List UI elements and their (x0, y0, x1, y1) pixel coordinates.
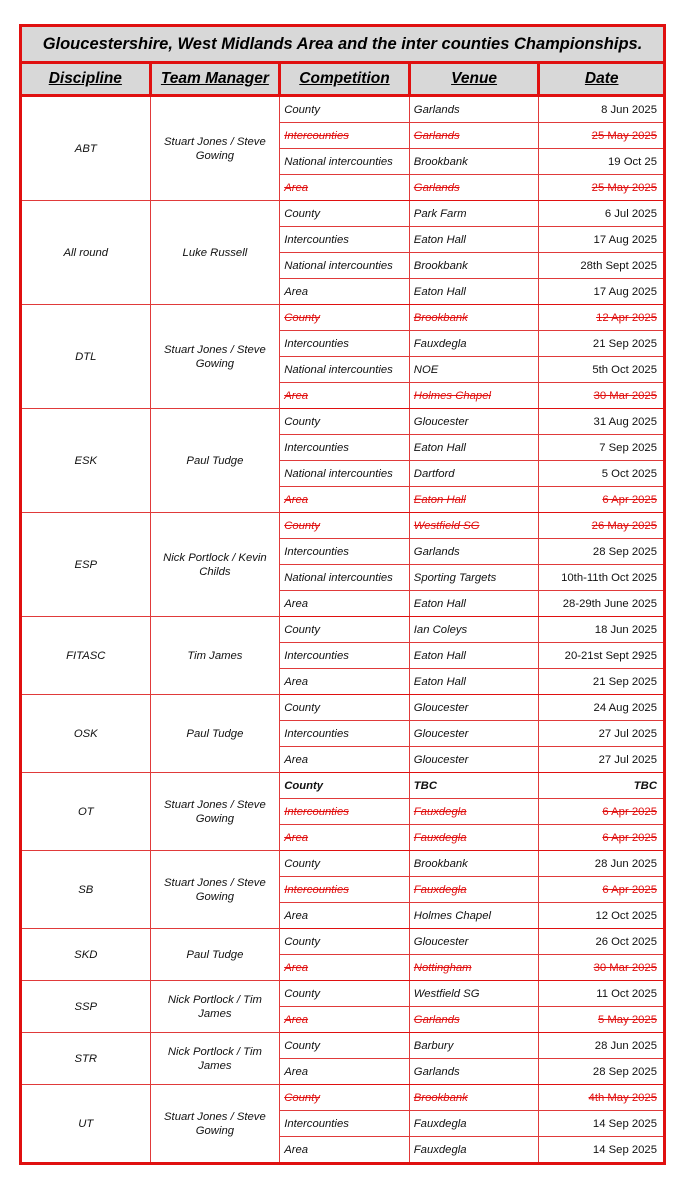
date-cell: 7 Sep 2025 (539, 435, 665, 461)
table-row (21, 96, 665, 123)
header-venue: Venue (409, 63, 539, 96)
date-cell: 6 Apr 2025 (539, 799, 665, 825)
date-cell: 28th Sept 2025 (539, 253, 665, 279)
date-cell: 24 Aug 2025 (539, 695, 665, 721)
competition-cell: National intercounties (280, 149, 410, 175)
date-cell: TBC (539, 773, 665, 799)
table-row (21, 929, 665, 955)
competition-cell: Area (280, 747, 410, 773)
table-row (21, 695, 665, 721)
venue-cell: Holmes Chapel (409, 903, 539, 929)
discipline-cell: SSP (21, 981, 151, 1033)
competition-cell: County (280, 201, 410, 227)
table-row (21, 851, 665, 877)
schedule-body (21, 96, 665, 1164)
venue-cell: Fauxdegla (409, 877, 539, 903)
venue-cell: Eaton Hall (409, 487, 539, 513)
date-cell: 12 Apr 2025 (539, 305, 665, 331)
venue-cell: Fauxdegla (409, 799, 539, 825)
table-row (21, 201, 665, 227)
header-competition: Competition (280, 63, 410, 96)
date-cell: 28-29th June 2025 (539, 591, 665, 617)
team-manager-cell: Stuart Jones / Steve Gowing (150, 96, 280, 201)
venue-cell: Garlands (409, 539, 539, 565)
competition-cell: Area (280, 1059, 410, 1085)
table-row (21, 305, 665, 331)
competition-cell: Area (280, 1007, 410, 1033)
competition-cell: National intercounties (280, 357, 410, 383)
venue-cell: Gloucester (409, 695, 539, 721)
team-manager-cell: Nick Portlock / Kevin Childs (150, 513, 280, 617)
competition-cell: County (280, 409, 410, 435)
date-cell: 28 Sep 2025 (539, 539, 665, 565)
header-team-manager: Team Manager (150, 63, 280, 96)
date-cell: 20-21st Sept 2925 (539, 643, 665, 669)
table-row (21, 981, 665, 1007)
venue-cell: Brookbank (409, 1085, 539, 1111)
competition-cell: Area (280, 669, 410, 695)
date-cell: 28 Jun 2025 (539, 851, 665, 877)
date-cell: 30 Mar 2025 (539, 383, 665, 409)
table-row (21, 409, 665, 435)
venue-cell: Barbury (409, 1033, 539, 1059)
discipline-cell: DTL (21, 305, 151, 409)
table-row (21, 617, 665, 643)
competition-cell: National intercounties (280, 565, 410, 591)
table-title: Gloucestershire, West Midlands Area and the inter counties Championships. (21, 26, 665, 63)
venue-cell: Gloucester (409, 929, 539, 955)
venue-cell: Brookbank (409, 851, 539, 877)
competition-cell: County (280, 981, 410, 1007)
date-cell: 6 Apr 2025 (539, 877, 665, 903)
competition-cell: Intercounties (280, 539, 410, 565)
date-cell: 6 Apr 2025 (539, 825, 665, 851)
competition-cell: Area (280, 487, 410, 513)
discipline-cell: STR (21, 1033, 151, 1085)
date-cell: 28 Jun 2025 (539, 1033, 665, 1059)
team-manager-cell: Paul Tudge (150, 695, 280, 773)
competition-cell: Area (280, 1137, 410, 1164)
date-cell: 25 May 2025 (539, 123, 665, 149)
date-cell: 6 Jul 2025 (539, 201, 665, 227)
competition-cell: Intercounties (280, 331, 410, 357)
date-cell: 14 Sep 2025 (539, 1111, 665, 1137)
competition-cell: Intercounties (280, 1111, 410, 1137)
venue-cell: NOE (409, 357, 539, 383)
competition-cell: County (280, 1085, 410, 1111)
discipline-cell: UT (21, 1085, 151, 1164)
competition-cell: Intercounties (280, 799, 410, 825)
date-cell: 17 Aug 2025 (539, 279, 665, 305)
discipline-cell: OT (21, 773, 151, 851)
competition-cell: County (280, 96, 410, 123)
venue-cell: Brookbank (409, 253, 539, 279)
venue-cell: Holmes Chapel (409, 383, 539, 409)
team-manager-cell: Stuart Jones / Steve Gowing (150, 851, 280, 929)
competition-cell: County (280, 773, 410, 799)
venue-cell: Westfield SG (409, 513, 539, 539)
competition-cell: County (280, 695, 410, 721)
venue-cell: Eaton Hall (409, 643, 539, 669)
team-manager-cell: Tim James (150, 617, 280, 695)
venue-cell: Garlands (409, 1059, 539, 1085)
date-cell: 11 Oct 2025 (539, 981, 665, 1007)
date-cell: 5 Oct 2025 (539, 461, 665, 487)
table-row (21, 773, 665, 799)
date-cell: 18 Jun 2025 (539, 617, 665, 643)
venue-cell: Sporting Targets (409, 565, 539, 591)
competition-cell: Area (280, 591, 410, 617)
competition-cell: County (280, 929, 410, 955)
competition-cell: Intercounties (280, 643, 410, 669)
team-manager-cell: Paul Tudge (150, 409, 280, 513)
header-row (21, 63, 665, 96)
competition-cell: Area (280, 903, 410, 929)
date-cell: 30 Mar 2025 (539, 955, 665, 981)
team-manager-cell: Nick Portlock / Tim James (150, 1033, 280, 1085)
competition-cell: Area (280, 955, 410, 981)
discipline-cell: SKD (21, 929, 151, 981)
venue-cell: Garlands (409, 1007, 539, 1033)
competition-cell: Area (280, 175, 410, 201)
competition-cell: County (280, 851, 410, 877)
schedule-table (19, 24, 666, 1165)
date-cell: 21 Sep 2025 (539, 331, 665, 357)
venue-cell: Garlands (409, 96, 539, 123)
venue-cell: Fauxdegla (409, 1111, 539, 1137)
venue-cell: Ian Coleys (409, 617, 539, 643)
discipline-cell: FITASC (21, 617, 151, 695)
competition-cell: Intercounties (280, 227, 410, 253)
venue-cell: Gloucester (409, 721, 539, 747)
venue-cell: TBC (409, 773, 539, 799)
team-manager-cell: Nick Portlock / Tim James (150, 981, 280, 1033)
discipline-cell: All round (21, 201, 151, 305)
venue-cell: Gloucester (409, 747, 539, 773)
date-cell: 31 Aug 2025 (539, 409, 665, 435)
date-cell: 14 Sep 2025 (539, 1137, 665, 1164)
date-cell: 4th May 2025 (539, 1085, 665, 1111)
date-cell: 21 Sep 2025 (539, 669, 665, 695)
venue-cell: Eaton Hall (409, 669, 539, 695)
venue-cell: Garlands (409, 123, 539, 149)
competition-cell: County (280, 305, 410, 331)
date-cell: 8 Jun 2025 (539, 96, 665, 123)
date-cell: 17 Aug 2025 (539, 227, 665, 253)
team-manager-cell: Stuart Jones / Steve Gowing (150, 305, 280, 409)
competition-cell: National intercounties (280, 253, 410, 279)
date-cell: 19 Oct 25 (539, 149, 665, 175)
venue-cell: Fauxdegla (409, 1137, 539, 1164)
venue-cell: Gloucester (409, 409, 539, 435)
team-manager-cell: Stuart Jones / Steve Gowing (150, 773, 280, 851)
competition-cell: County (280, 513, 410, 539)
discipline-cell: ABT (21, 96, 151, 201)
date-cell: 26 Oct 2025 (539, 929, 665, 955)
venue-cell: Fauxdegla (409, 825, 539, 851)
date-cell: 10th-11th Oct 2025 (539, 565, 665, 591)
date-cell: 12 Oct 2025 (539, 903, 665, 929)
date-cell: 5th Oct 2025 (539, 357, 665, 383)
team-manager-cell: Paul Tudge (150, 929, 280, 981)
competition-cell: Area (280, 825, 410, 851)
venue-cell: Eaton Hall (409, 591, 539, 617)
venue-cell: Dartford (409, 461, 539, 487)
header-discipline: Discipline (21, 63, 151, 96)
competition-cell: County (280, 617, 410, 643)
date-cell: 25 May 2025 (539, 175, 665, 201)
team-manager-cell: Luke Russell (150, 201, 280, 305)
venue-cell: Eaton Hall (409, 227, 539, 253)
venue-cell: Brookbank (409, 305, 539, 331)
table-row (21, 513, 665, 539)
team-manager-cell: Stuart Jones / Steve Gowing (150, 1085, 280, 1164)
competition-cell: County (280, 1033, 410, 1059)
venue-cell: Nottingham (409, 955, 539, 981)
venue-cell: Garlands (409, 175, 539, 201)
venue-cell: Westfield SG (409, 981, 539, 1007)
table-row (21, 1033, 665, 1059)
date-cell: 27 Jul 2025 (539, 747, 665, 773)
date-cell: 27 Jul 2025 (539, 721, 665, 747)
header-date: Date (539, 63, 665, 96)
table-row (21, 1085, 665, 1111)
venue-cell: Eaton Hall (409, 435, 539, 461)
date-cell: 5 May 2025 (539, 1007, 665, 1033)
date-cell: 26 May 2025 (539, 513, 665, 539)
competition-cell: Intercounties (280, 435, 410, 461)
date-cell: 6 Apr 2025 (539, 487, 665, 513)
competition-cell: Area (280, 383, 410, 409)
venue-cell: Eaton Hall (409, 279, 539, 305)
venue-cell: Park Farm (409, 201, 539, 227)
discipline-cell: ESP (21, 513, 151, 617)
venue-cell: Fauxdegla (409, 331, 539, 357)
discipline-cell: SB (21, 851, 151, 929)
discipline-cell: OSK (21, 695, 151, 773)
competition-cell: Area (280, 279, 410, 305)
championships-schedule (19, 24, 666, 1165)
date-cell: 28 Sep 2025 (539, 1059, 665, 1085)
discipline-cell: ESK (21, 409, 151, 513)
competition-cell: Intercounties (280, 721, 410, 747)
venue-cell: Brookbank (409, 149, 539, 175)
competition-cell: Intercounties (280, 123, 410, 149)
competition-cell: National intercounties (280, 461, 410, 487)
competition-cell: Intercounties (280, 877, 410, 903)
